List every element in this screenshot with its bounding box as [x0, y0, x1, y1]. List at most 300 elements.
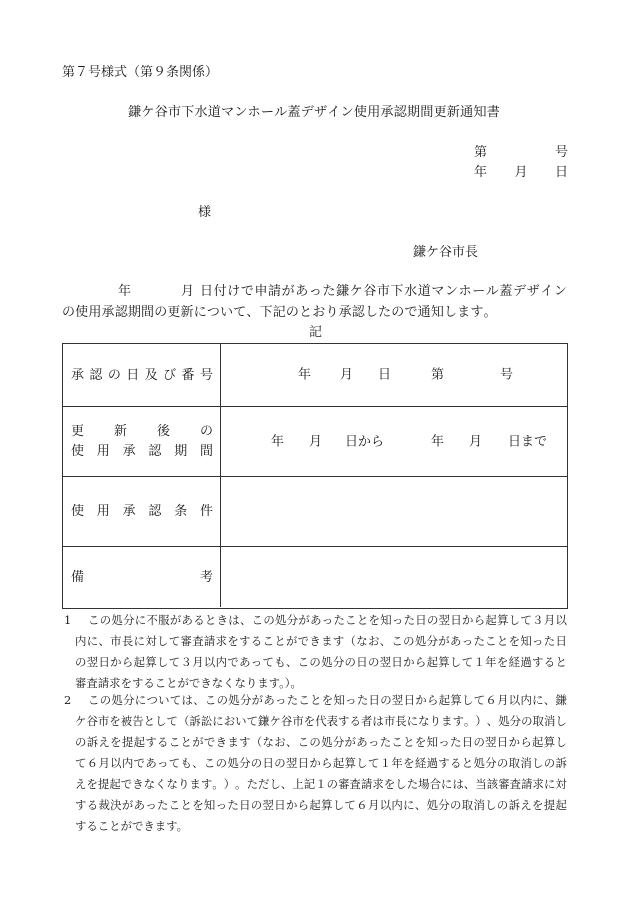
glyph: っ [438, 735, 450, 749]
glyph: 分 [332, 735, 345, 749]
glyph: 市 [167, 105, 182, 120]
glyph: え [520, 798, 532, 812]
glyph: 過 [426, 756, 438, 770]
glyph: ） [223, 777, 236, 791]
glyph: 請 [203, 634, 216, 648]
glyph: 査 [349, 777, 361, 791]
glyph: り [429, 714, 441, 728]
glyph: に [193, 305, 207, 320]
glyph: 日 [200, 284, 214, 299]
glyph: 算 [438, 655, 450, 669]
glyph: 新 [180, 305, 194, 320]
glyph: 起 [133, 655, 145, 669]
glyph: 日 [450, 613, 462, 627]
glyph: き [216, 613, 228, 627]
glyph: る [349, 714, 361, 728]
glyph: の [99, 613, 112, 627]
note-1-line: 審査請求をすることができなくなります。）。 [75, 676, 302, 690]
glyph: た [356, 693, 369, 707]
approval-table [62, 343, 568, 609]
glyph: に [532, 693, 544, 707]
glyph: つ [146, 693, 158, 707]
issue-date-day: 日 [554, 165, 568, 180]
glyph: 知 [333, 693, 345, 707]
glyph: 翌 [391, 693, 404, 707]
glyph: す [438, 756, 450, 770]
glyph: 下 [390, 284, 404, 299]
glyph: 内 [391, 798, 403, 812]
glyph: の [326, 777, 339, 791]
glyph: が [285, 634, 298, 648]
glyph: を [227, 634, 239, 648]
body-line-2 [62, 306, 497, 319]
glyph: す [332, 634, 345, 648]
glyph: 請 [360, 777, 373, 791]
glyph: ザ [313, 105, 328, 120]
glyph: が [344, 735, 356, 749]
glyph: 号 [199, 367, 213, 383]
glyph: 処 [321, 655, 333, 669]
glyph: る [450, 756, 462, 770]
glyph: か [309, 756, 321, 770]
glyph: 使 [71, 504, 85, 519]
glyph: 年 [485, 655, 497, 669]
glyph: の [496, 798, 509, 812]
period-start-year: 年 [271, 434, 285, 449]
glyph: と [461, 756, 474, 770]
glyph: が [251, 693, 264, 707]
glyph: っ [321, 613, 334, 627]
glyph: 通 [417, 305, 431, 320]
glyph: た [322, 284, 336, 299]
note-2-line [75, 757, 567, 769]
body-year-placeholder: 年 [118, 284, 132, 299]
glyph: ン [234, 105, 248, 120]
glyph: を [86, 777, 98, 791]
glyph: け [227, 284, 241, 299]
glyph: こ [88, 693, 100, 707]
glyph: （ [250, 735, 263, 749]
glyph: 用 [367, 105, 381, 120]
glyph: 場 [418, 777, 430, 791]
glyph: 裁 [98, 798, 110, 812]
glyph: は [181, 693, 193, 707]
glyph: た [543, 634, 556, 648]
glyph: の [344, 655, 356, 669]
glyph: で [404, 305, 418, 320]
glyph: 認 [89, 367, 103, 383]
glyph: の [250, 756, 263, 770]
glyph: し [555, 714, 567, 728]
glyph: に [134, 693, 147, 707]
note-1-line [75, 635, 567, 647]
glyph: は [372, 714, 384, 728]
glyph: 記 [303, 777, 316, 791]
glyph: 分 [438, 798, 450, 812]
glyph: 月 [192, 655, 204, 669]
glyph: 起 [309, 798, 321, 812]
glyph: な [143, 777, 156, 791]
glyph: 新 [113, 424, 127, 439]
glyph: マ [431, 284, 445, 299]
glyph: ホ [458, 284, 472, 299]
glyph: の [216, 693, 228, 707]
glyph: 間 [420, 105, 434, 120]
glyph: 知 [520, 634, 532, 648]
glyph: 処 [414, 634, 427, 648]
glyph: 月 [543, 613, 556, 627]
glyph: ケ [269, 714, 281, 728]
glyph: 更 [71, 424, 85, 439]
glyph: の [263, 613, 275, 627]
glyph: き [215, 735, 228, 749]
glyph: 使 [71, 444, 85, 459]
glyph: 訴 [555, 756, 567, 770]
glyph: の [215, 756, 228, 770]
glyph: す [200, 777, 213, 791]
approval-label [71, 369, 213, 382]
glyph: 起 [532, 735, 544, 749]
glyph: だ [258, 777, 270, 791]
glyph: し [443, 305, 457, 320]
glyph: 、 [192, 756, 204, 770]
glyph: 考 [199, 569, 213, 585]
glyph: の [75, 735, 87, 749]
glyph: と [555, 655, 567, 669]
glyph: が [192, 735, 204, 749]
glyph: 月 [497, 693, 509, 707]
glyph: 分 [485, 756, 497, 770]
glyph: 起 [485, 613, 497, 627]
glyph: た [227, 798, 239, 812]
glyph: 書 [486, 105, 500, 120]
glyph: あ [263, 693, 275, 707]
glyph: で [203, 735, 216, 749]
glyph: し [508, 613, 521, 627]
glyph: 備 [71, 569, 85, 585]
glyph: と [143, 714, 156, 728]
glyph: 処 [426, 798, 438, 812]
glyph: の [62, 305, 76, 320]
glyph: 下 [259, 305, 273, 320]
issuer-name: 鎌ケ谷市長 [413, 245, 479, 260]
glyph: ま [189, 777, 201, 791]
glyph: 起 [426, 655, 438, 669]
glyph: あ [310, 613, 322, 627]
glyph: 期 [174, 444, 188, 459]
glyph: （ [177, 714, 190, 728]
glyph: １ [379, 756, 392, 770]
glyph: 長 [395, 714, 407, 728]
approval-label-cell [63, 344, 221, 406]
glyph: 道 [207, 105, 221, 120]
glyph: 、 [486, 714, 499, 728]
glyph: 内 [121, 756, 134, 770]
glyph: 翌 [86, 655, 99, 669]
glyph: は [228, 613, 240, 627]
glyph: 算 [344, 756, 356, 770]
document-number [474, 146, 568, 159]
body-line-1 [200, 285, 567, 298]
glyph: 更 [167, 305, 181, 320]
glyph: を [192, 798, 204, 812]
issue-date-month: 月 [514, 165, 528, 180]
glyph: 水 [404, 284, 418, 299]
glyph: の [107, 367, 121, 383]
glyph: 使 [353, 105, 367, 120]
glyph: で [120, 777, 133, 791]
glyph: ま [227, 735, 239, 749]
glyph: て [168, 634, 181, 648]
glyph: の [496, 756, 509, 770]
glyph: 日 [262, 756, 274, 770]
glyph: 通 [460, 105, 474, 120]
glyph: ザ [526, 284, 540, 299]
glyph: 期 [127, 305, 141, 320]
glyph: な [166, 777, 178, 791]
glyph: 件 [199, 504, 213, 519]
glyph: 月 [367, 798, 380, 812]
glyph: か [415, 693, 427, 707]
glyph: 市 [110, 634, 122, 648]
note-1-line [88, 614, 567, 626]
glyph: 消 [520, 756, 532, 770]
glyph: 分 [286, 613, 299, 627]
glyph: 分 [123, 613, 135, 627]
glyph: 翌 [379, 655, 392, 669]
glyph: 期 [406, 105, 421, 120]
period-start-month: 月 [309, 434, 323, 449]
glyph: 年 [391, 756, 403, 770]
glyph: を [403, 756, 415, 770]
glyph: 更 [433, 105, 447, 120]
glyph: 不 [146, 613, 158, 627]
glyph: の [99, 693, 112, 707]
addressee-honorific: 様 [198, 205, 212, 220]
glyph: 決 [110, 798, 122, 812]
glyph: え [75, 777, 87, 791]
glyph: 鎌 [555, 693, 567, 707]
glyph: し [157, 634, 169, 648]
glyph: も [274, 655, 286, 669]
glyph: と [310, 693, 322, 707]
glyph: ら [297, 798, 310, 812]
glyph: し [395, 777, 407, 791]
glyph: る [250, 634, 263, 648]
glyph: が [438, 634, 450, 648]
glyph: ル [485, 284, 499, 299]
glyph: の [309, 655, 321, 669]
glyph: た [246, 777, 258, 791]
glyph: ー [472, 284, 486, 299]
glyph: し [332, 798, 345, 812]
glyph: 日 [461, 735, 474, 749]
glyph: 査 [192, 634, 204, 648]
glyph: す [239, 634, 251, 648]
glyph: 、 [543, 693, 556, 707]
glyph: で [240, 284, 254, 299]
glyph: こ [168, 735, 181, 749]
glyph: い [220, 305, 234, 320]
glyph: 谷 [86, 714, 98, 728]
glyph: と [274, 634, 286, 648]
glyph: た [403, 613, 415, 627]
glyph: 蓋 [287, 105, 301, 120]
issue-date-year: 年 [474, 165, 488, 180]
glyph: し [450, 655, 462, 669]
glyph: か [508, 735, 520, 749]
table-row-conditions [63, 476, 567, 546]
glyph: 間 [141, 305, 155, 320]
glyph: 提 [121, 735, 134, 749]
glyph: と [180, 798, 192, 812]
glyph: 請 [521, 777, 533, 791]
glyph: た [378, 305, 392, 320]
glyph: を [321, 693, 334, 707]
glyph: 者 [360, 714, 373, 728]
glyph: 日 [415, 613, 427, 627]
glyph: が [169, 613, 182, 627]
glyph: 消 [543, 714, 556, 728]
glyph: 訴 [189, 714, 201, 728]
glyph: 起 [109, 777, 121, 791]
approval-number-prefix: 第 [431, 367, 445, 383]
glyph: お [223, 714, 236, 728]
glyph: の [285, 305, 299, 320]
glyph: ン [340, 105, 354, 120]
glyph: く [155, 777, 167, 791]
period-start-day: 日から [345, 434, 385, 449]
glyph: 分 [332, 655, 345, 669]
glyph: 訴 [508, 798, 520, 812]
glyph: 使 [75, 305, 89, 320]
glyph: 市 [97, 714, 110, 728]
glyph: 請 [268, 284, 282, 299]
glyph: 取 [508, 756, 520, 770]
glyph: の [450, 798, 462, 812]
conditions-label [71, 505, 213, 518]
glyph: 審 [338, 777, 350, 791]
approval-day: 日 [378, 367, 392, 383]
glyph: 告 [132, 714, 144, 728]
glyph: 、 [239, 613, 252, 627]
glyph: ン [444, 284, 458, 299]
glyph: を [368, 613, 380, 627]
glyph: 取 [461, 798, 474, 812]
glyph: ら [414, 655, 427, 669]
glyph: え [98, 735, 110, 749]
glyph: す [239, 735, 251, 749]
glyph: の [403, 634, 415, 648]
glyph: こ [297, 655, 310, 669]
glyph: 谷 [363, 284, 377, 299]
glyph: あ [295, 284, 309, 299]
glyph: 処 [111, 693, 123, 707]
glyph: 承 [338, 305, 352, 320]
glyph: ら [473, 613, 486, 627]
note-2-line: することができます。 [75, 819, 188, 833]
glyph: 承 [122, 504, 136, 519]
glyph: 起 [332, 756, 345, 770]
glyph: の [250, 798, 263, 812]
glyph: が [298, 613, 310, 627]
glyph: 。 [483, 305, 497, 320]
glyph: の [391, 305, 405, 320]
glyph: こ [168, 798, 181, 812]
glyph: の [543, 756, 556, 770]
glyph: 日 [274, 798, 286, 812]
glyph: 以 [110, 756, 122, 770]
conditions-label-cell [63, 477, 221, 546]
glyph: 代 [315, 714, 327, 728]
glyph: っ [157, 756, 169, 770]
glyph: な [418, 714, 430, 728]
glyph: し [532, 756, 544, 770]
glyph: 処 [498, 714, 510, 728]
glyph: で [133, 756, 145, 770]
period-label-cell [63, 407, 221, 476]
table-row-remarks [63, 546, 567, 607]
table-row-approval [63, 344, 567, 406]
glyph: 被 [120, 714, 133, 728]
period-value-cell [221, 407, 567, 476]
glyph: し [157, 655, 169, 669]
glyph: り [177, 777, 190, 791]
glyph: 日 [368, 693, 380, 707]
glyph: る [86, 798, 99, 812]
glyph: あ [450, 634, 462, 648]
glyph: 算 [145, 655, 157, 669]
glyph: イ [327, 105, 341, 120]
glyph: っ [367, 735, 380, 749]
glyph: 算 [497, 613, 509, 627]
glyph: 起 [555, 798, 567, 812]
remarks-label-cell [63, 547, 221, 607]
glyph: す [145, 735, 157, 749]
glyph: 処 [321, 735, 333, 749]
glyph: 鎌 [258, 714, 270, 728]
glyph: 日 [391, 655, 403, 669]
glyph: 後 [156, 424, 170, 439]
glyph: 、 [285, 735, 298, 749]
glyph: 、 [414, 798, 427, 812]
glyph: も [180, 756, 192, 770]
glyph: 訴 [86, 735, 99, 749]
glyph: 日 [239, 798, 251, 812]
glyph: 該 [486, 777, 499, 791]
glyph: を [496, 655, 509, 669]
remarks-label [71, 571, 213, 584]
glyph: 日 [98, 655, 110, 669]
glyph: 蓋 [499, 284, 513, 299]
glyph: こ [203, 756, 216, 770]
glyph: の [426, 613, 439, 627]
glyph: 市 [376, 284, 390, 299]
glyph: ま [321, 634, 333, 648]
note-2-line [75, 715, 567, 727]
glyph: っ [275, 693, 287, 707]
glyph: す [452, 714, 464, 728]
glyph: 翌 [262, 798, 274, 812]
glyph: こ [204, 693, 217, 707]
glyph: て [168, 655, 181, 669]
glyph: 内 [75, 634, 87, 648]
glyph: 鎌 [128, 105, 142, 120]
glyph: て [169, 693, 182, 707]
glyph: に [212, 714, 224, 728]
glyph: 分 [239, 693, 252, 707]
remarks-value-cell [221, 547, 567, 607]
